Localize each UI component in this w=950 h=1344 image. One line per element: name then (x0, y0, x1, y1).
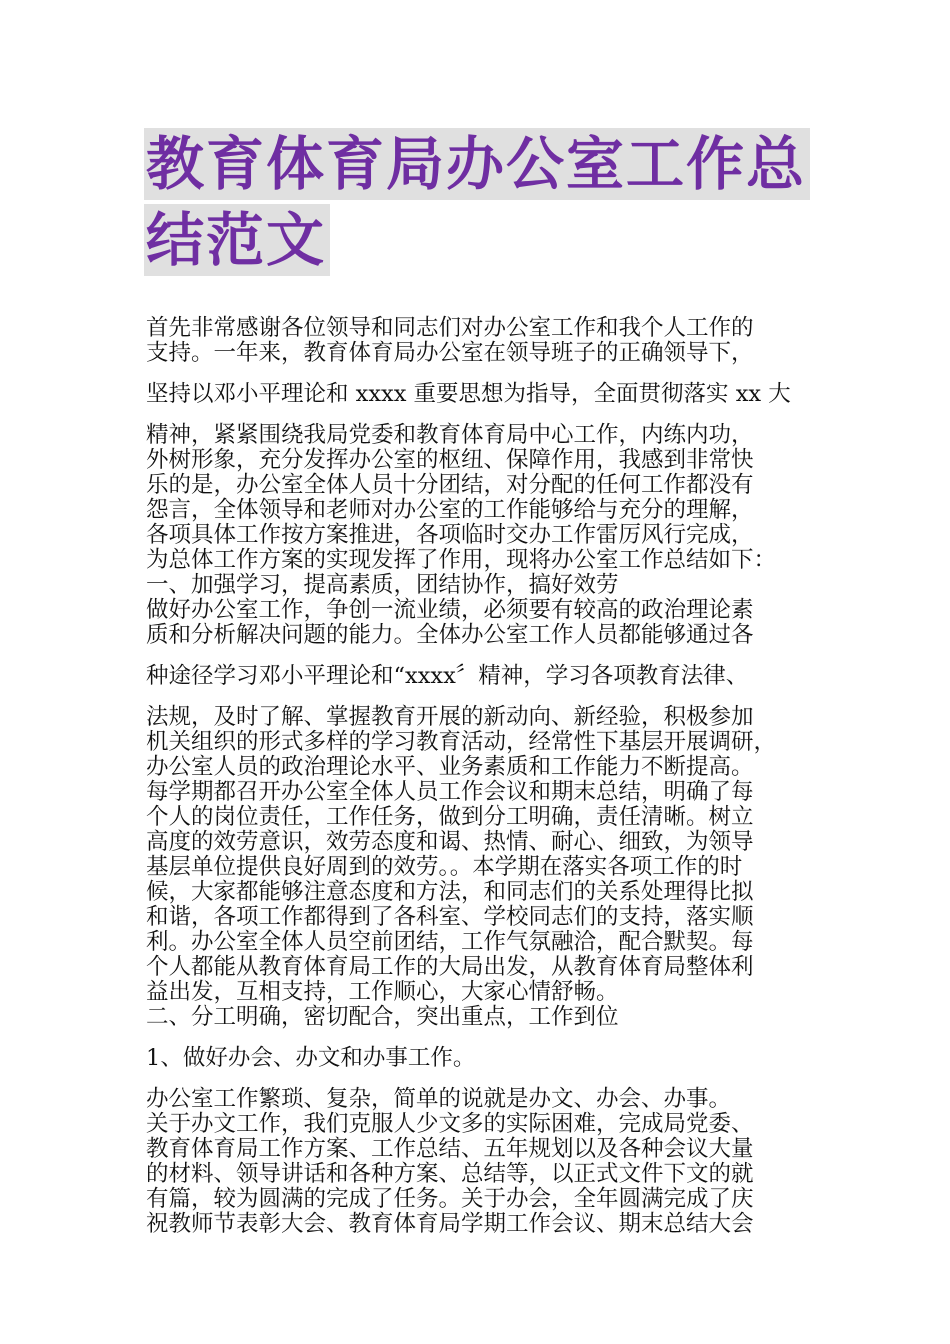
body-line: 精神，紧紧围绕我局党委和教育体育局中心工作，内练内功， (146, 422, 754, 448)
body-line: 个人的岗位责任，工作任务，做到分工明确，责任清晰。树立 (146, 804, 754, 830)
body-line: 质和分析解决问题的能力。全体办公室工作人员都能够通过各 (146, 622, 754, 648)
document-body (146, 316, 826, 1237)
body-line: 怨言，全体领导和老师对办公室的工作能够给与充分的理解， (146, 497, 754, 523)
body-line: 种途径学习邓小平理论和“xxxx〞精神，学习各项教育法律、 (146, 663, 749, 689)
body-line: 利。办公室全体人员空前团结，工作气氛融洽，配合默契。每 (146, 929, 754, 955)
body-line: 候，大家都能够注意态度和方法，和同志们的关系处理得比拟 (146, 879, 754, 905)
title-line-2: 结范文 (144, 204, 330, 276)
section-heading: 一、加强学习，提高素质，团结协作，搞好效劳 (146, 572, 619, 598)
body-line: 关于办文工作，我们克服人少文多的实际困难，完成局党委、 (146, 1111, 754, 1137)
subsection-heading: 1、做好办会、办文和办事工作。 (146, 1045, 476, 1071)
body-line: 和谐，各项工作都得到了各科室、学校同志们的支持，落实顺 (146, 904, 754, 930)
body-line: 做好办公室工作，争创一流业绩，必须要有较高的政治理论素 (146, 597, 754, 623)
body-line: 坚持以邓小平理论和 xxxx 重要思想为指导，全面贯彻落实 xx 大 (146, 381, 791, 407)
body-line: 祝教师节表彰大会、教育体育局学期工作会议、期末总结大会 (146, 1211, 754, 1237)
body-line: 为总体工作方案的实现发挥了作用，现将办公室工作总结如下： (146, 547, 777, 573)
body-line: 高度的效劳意识，效劳态度和谒、热情、耐心、细致，为领导 (146, 829, 754, 855)
body-line: 外树形象，充分发挥办公室的枢纽、保障作用，我感到非常快 (146, 447, 754, 473)
section-heading: 二、分工明确，密切配合，突出重点，工作到位 (146, 1004, 619, 1030)
body-line: 办公室人员的政治理论水平、业务素质和工作能力不断提高。 (146, 754, 754, 780)
title-line-1: 教育体育局办公室工作总 (144, 128, 810, 200)
body-line: 机关组织的形式多样的学习教育活动，经常性下基层开展调研， (146, 729, 777, 755)
body-line: 益出发，互相支持，工作顺心，大家心情舒畅。 (146, 979, 619, 1005)
body-line: 支持。一年来，教育体育局办公室在领导班子的正确领导下， (146, 340, 754, 366)
body-line: 乐的是，办公室全体人员十分团结，对分配的任何工作都没有 (146, 472, 754, 498)
body-line: 每学期都召开办公室全体人员工作会议和期末总结，明确了每 (146, 779, 754, 805)
body-line: 法规，及时了解、掌握教育开展的新动向、新经验，积极参加 (146, 704, 754, 730)
body-line: 基层单位提供良好周到的效劳。。本学期在落实各项工作的时 (146, 854, 743, 880)
body-line: 首先非常感谢各位领导和同志们对办公室工作和我个人工作的 (146, 315, 754, 341)
body-line: 教育体育局工作方案、工作总结、五年规划以及各种会议大量 (146, 1136, 754, 1162)
body-line: 个人都能从教育体育局工作的大局出发，从教育体育局整体利 (146, 954, 754, 980)
document-title (144, 128, 824, 280)
body-line: 有篇，较为圆满的完成了任务。关于办会，全年圆满完成了庆 (146, 1186, 754, 1212)
body-line: 各项具体工作按方案推进，各项临时交办工作雷厉风行完成， (146, 522, 754, 548)
body-line: 的材料、领导讲话和各种方案、总结等，以正式文件下文的就 (146, 1161, 754, 1187)
body-line: 办公室工作繁琐、复杂，简单的说就是办文、办会、办事。 (146, 1086, 732, 1112)
